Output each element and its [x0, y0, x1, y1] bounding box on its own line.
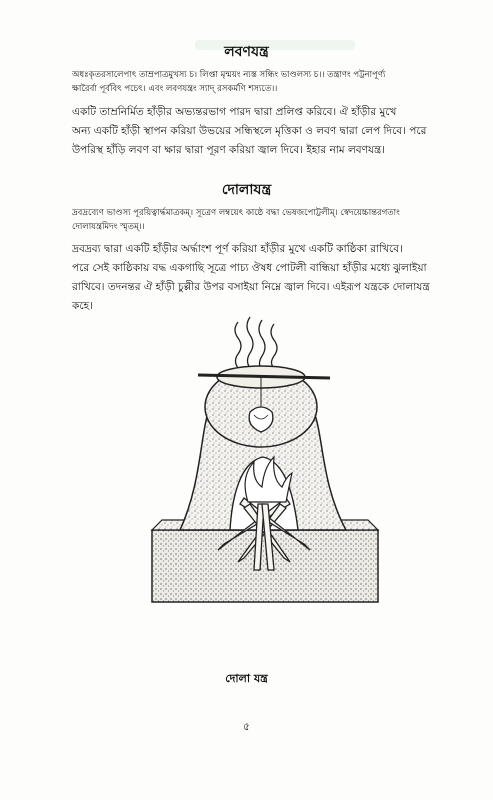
paragraph-line: অন্য একটি হাঁড়ী স্থাপন করিয়া উভয়ের সন্ধিস্থলে মৃত্তিকা ও লবণ দ্বারা লেপ দিবে। পরে [72, 125, 427, 137]
verse-line: অধঃকৃতরসালেপাৎ তাম্রপাত্রমুখস্য চ। লিপ্তা মৃন্ময়ং ন্যস্ত সন্ধিং ভাণ্ডলস্য চ।। তন্ত্রাণং পট্টনাপূর্ণ্য [72, 70, 386, 80]
paragraph-line: উপরিস্থ হাঁড়ি লবণ বা ক্ষার দ্বারা পূরণ করিয়া জ্বাল দিবে। ইহার নাম লবণযন্ত্র। [72, 144, 386, 156]
paragraph-line: দ্রবদ্রব্য দ্বারা একটি হাঁড়ীর অর্দ্ধাংশ পূর্ণ করিয়া হাঁড়ীর মুখে একটি কাষ্ঠিকা রাখিবে। [72, 243, 403, 255]
paragraph-line: একটি তাম্রনির্মিত হাঁড়ীর অভ্যন্তরভাগ পারদ দ্বারা প্রলিপ্ত করিবে। ঐ হাঁড়ীর মুখে [72, 106, 397, 118]
sanskrit-verse-1 [72, 68, 432, 96]
dola-yantra-illustration [140, 312, 390, 622]
verse-line: ক্ষারৈর্বা পূর্ববিৎ পচেৎ। এবং লবণযন্ত্রং স্যাদ্ রসকর্মণি শস্যতে।। [72, 84, 278, 94]
section-title-lavana-yantra: লবণযন্ত্র [224, 44, 269, 60]
verse-line: দ্রবদ্রব্যেণ ভাণ্ডস্য পূরয়িত্বার্দ্ধমাত্রকম্। সূত্রেণ লম্বয়েৎ কাষ্ঠে বদ্ধা ভেষজপোট্টলীম্। স্বেদয়েচ্চান্তরগতাং [72, 208, 400, 218]
page-number: ৫ [242, 720, 251, 733]
paragraph-line: রাখিবে। তদনন্তর ঐ হাঁড়ী চুল্লীর উপর বসাইয়া নিম্নে জ্বাল দিবে। এইরূপ যন্ত্রকে দোলাযন্ত্র [72, 281, 430, 293]
paragraph-line: কহে। [72, 300, 93, 312]
section-title-dola-yantra: দোলাযন্ত্র [221, 182, 272, 198]
steam-lines [235, 317, 277, 370]
paragraph-line: পরে সেই কাষ্ঠিকায় বদ্ধ একগাছি সূত্রে পাচ্য ঔষধ পোটলী বান্ধিয়া হাঁড়ীর মধ্যে ঝুলাইয়া [72, 262, 427, 274]
sanskrit-verse-2 [72, 206, 432, 234]
figure-caption: দোলা যন্ত্র [225, 672, 268, 685]
verse-line: দোলাযন্ত্রমিদং স্মৃতম্।। [72, 222, 145, 232]
bengali-paragraph-2 [72, 240, 434, 316]
bengali-paragraph-1 [72, 103, 434, 160]
